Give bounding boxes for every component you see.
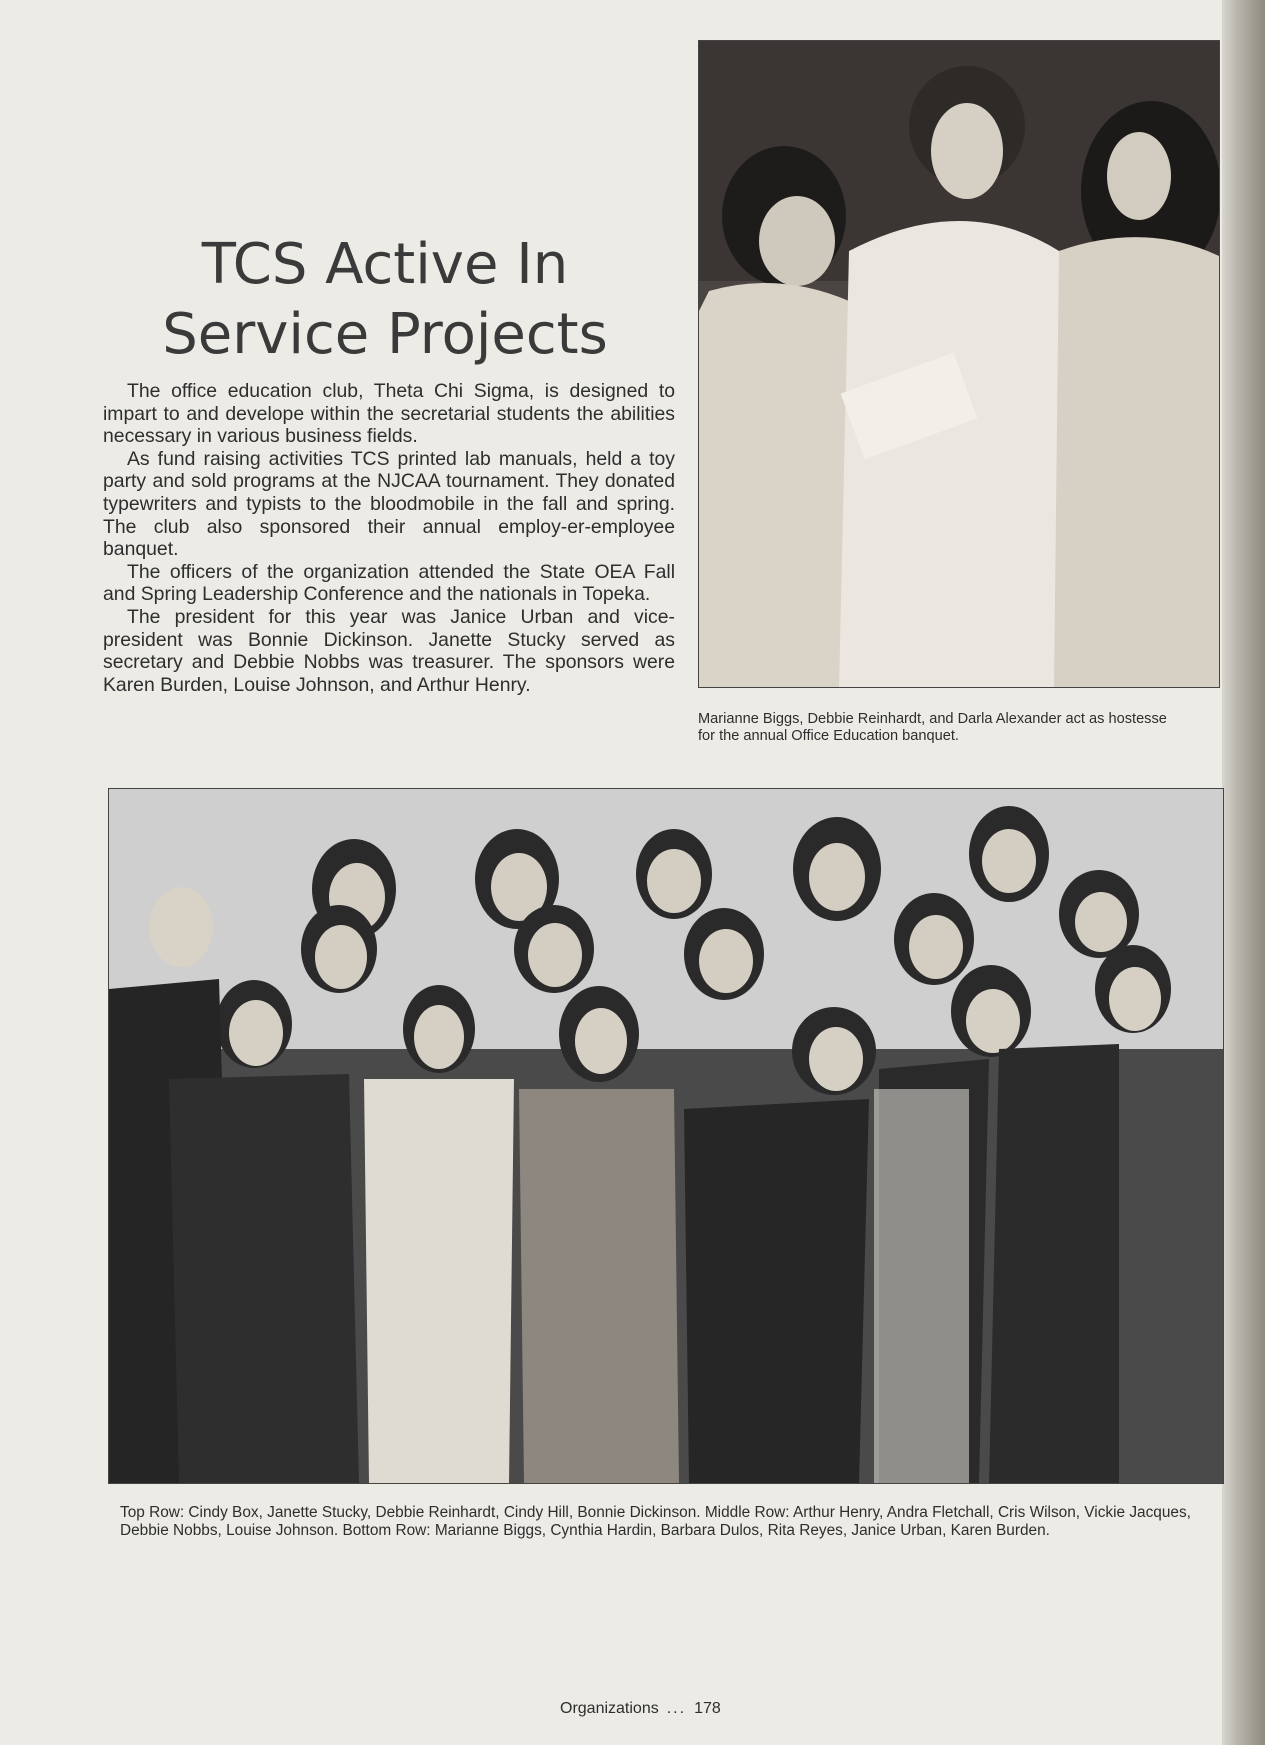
article-body bbox=[103, 380, 675, 696]
article-headline bbox=[110, 230, 660, 370]
article-paragraph-1: The office education club, Theta Chi Sigma, is designed to impart to and develope within the secretarial students the abilities necessary in various business fields. bbox=[103, 380, 675, 448]
page-gutter-shadow bbox=[1222, 0, 1265, 1745]
hostesses-caption-line-2: for the annual Office Education banquet. bbox=[698, 728, 959, 744]
hostesses-photo bbox=[698, 40, 1220, 688]
article-paragraph-3: The officers of the organization attended the State OEA Fall and Spring Leadership Conference and the nationals in Topeka. bbox=[103, 560, 675, 606]
page-number: 178 bbox=[694, 1700, 721, 1717]
hostesses-photo-art bbox=[699, 41, 1219, 687]
article-paragraph-2: As fund raising activities TCS printed lab manuals, held a toy party and sold programs at the NJCAA tournament. They donated typewriters and typists to the bloodmobile in the fall and spring. The club also sponsored their annual employ-er-employee banquet. bbox=[103, 447, 675, 561]
headline-line-1: TCS Active In bbox=[201, 232, 569, 297]
group-photo bbox=[108, 788, 1224, 1484]
hostesses-caption bbox=[698, 711, 1218, 745]
footer-dots: ... bbox=[666, 1700, 687, 1717]
footer-section: Organizations bbox=[560, 1700, 659, 1717]
group-photo-caption: Top Row: Cindy Box, Janette Stucky, Debbie Reinhardt, Cindy Hill, Bonnie Dickinson. Middle Row: Arthur Henry, Andra Fletchall, Cris Wilson, Vickie Jacques, Debbie Nobbs, Louise Johnson. Bottom Row: Marianne Biggs, Cynthia Hardin, Barbara Dulos, Rita Reyes, Janice Urban, Karen Burden. bbox=[120, 1504, 1191, 1539]
article-paragraph-4: The president for this year was Janice Urban and vice-president was Bonnie Dickinson. Janette Stucky served as secretary and Debbie Nobbs was treasurer. The sponsors were Karen Burden, Louise Johnson, and Arthur Henry. bbox=[103, 605, 675, 696]
hostesses-caption-line-1: Marianne Biggs, Debbie Reinhardt, and Darla Alexander act as hostesse bbox=[698, 711, 1167, 727]
group-photo-art bbox=[109, 789, 1223, 1483]
headline-line-2: Service Projects bbox=[162, 302, 608, 367]
page-footer bbox=[560, 1700, 860, 1718]
